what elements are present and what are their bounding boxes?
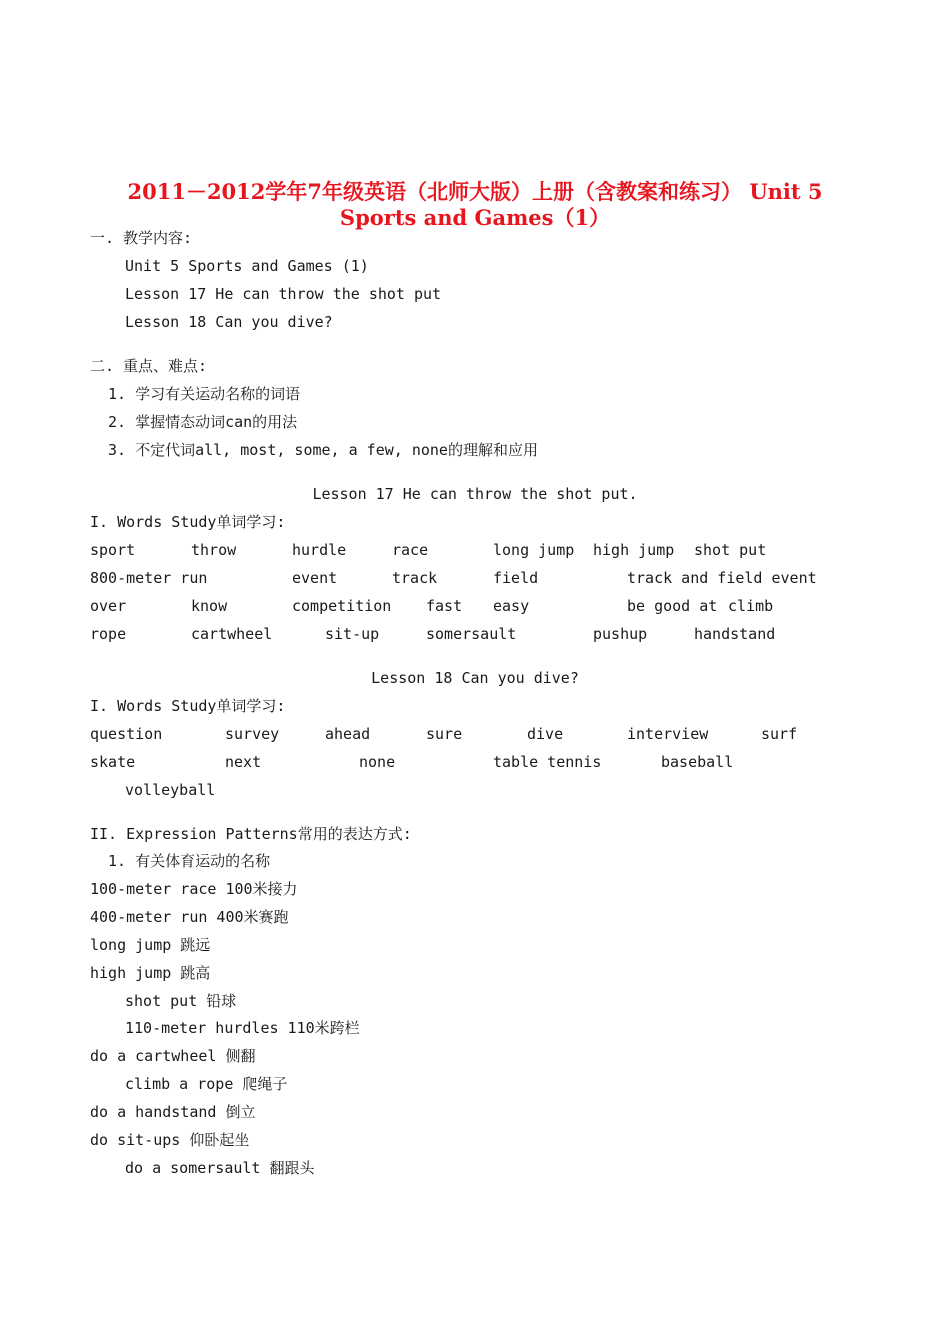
word-cell: hurdle <box>292 541 347 559</box>
expression-line: do a cartwheel 侧翻 <box>90 1047 256 1065</box>
word-cell: sport <box>90 541 136 559</box>
word-cell: next <box>225 753 262 771</box>
expression-line: long jump 跳远 <box>90 936 211 954</box>
word-cell: shot put <box>694 541 767 559</box>
lesson18-title: Lesson 18 Can you dive? <box>371 669 579 687</box>
expressions-heading: II. Expression Patterns常用的表达方式: <box>90 825 412 843</box>
word-cell: high jump <box>593 541 675 559</box>
word-cell: cartwheel <box>191 625 273 643</box>
word-cell: climb <box>728 597 774 615</box>
word-cell: track <box>392 569 438 587</box>
word-cell: 800-meter run <box>90 569 208 587</box>
expression-line: high jump 跳高 <box>90 964 211 982</box>
expression-line: do a somersault 翻跟头 <box>125 1159 315 1177</box>
section2-heading: 二. 重点、难点: <box>90 357 208 375</box>
word-cell: race <box>392 541 429 559</box>
word-cell: surf <box>761 725 798 743</box>
section2-item: 3. 不定代词all, most, some, a few, none的理解和应用 <box>108 441 538 459</box>
word-cell: volleyball <box>125 781 216 799</box>
word-cell: rope <box>90 625 127 643</box>
doc-title-line2: Sports and Games（1） <box>339 205 611 230</box>
word-cell: handstand <box>694 625 776 643</box>
word-cell: track and field event <box>627 569 817 587</box>
word-cell: throw <box>191 541 237 559</box>
word-cell: somersault <box>426 625 517 643</box>
word-cell: field <box>493 569 539 587</box>
section1-line: Unit 5 Sports and Games (1) <box>125 257 369 275</box>
expression-line: climb a rope 爬绳子 <box>125 1075 288 1093</box>
word-cell: fast <box>426 597 463 615</box>
word-cell: be good at <box>627 597 718 615</box>
expressions-subheading: 1. 有关体育运动的名称 <box>108 852 271 870</box>
word-cell: sit-up <box>325 625 380 643</box>
word-cell: baseball <box>661 753 734 771</box>
word-cell: table tennis <box>493 753 602 771</box>
section1-line: Lesson 17 He can throw the shot put <box>125 285 442 303</box>
word-cell: skate <box>90 753 136 771</box>
doc-title-line1: 2011－2012学年7年级英语（北师大版）上册（含教案和练习） Unit 5 <box>127 179 823 204</box>
section1-line: Lesson 18 Can you dive? <box>125 313 333 331</box>
expression-line: 100-meter race 100米接力 <box>90 880 298 898</box>
word-cell: interview <box>627 725 709 743</box>
word-cell: pushup <box>593 625 648 643</box>
lesson17-title: Lesson 17 He can throw the shot put. <box>312 485 638 503</box>
section2-item: 2. 掌握情态动词can的用法 <box>108 413 298 431</box>
expression-line: do sit-ups 仰卧起坐 <box>90 1131 250 1149</box>
expression-line: shot put 铅球 <box>125 992 237 1010</box>
lesson17-words-heading: I. Words Study单词学习: <box>90 513 286 531</box>
expression-line: 400-meter run 400米赛跑 <box>90 908 289 926</box>
word-cell: survey <box>225 725 280 743</box>
word-cell: ahead <box>325 725 371 743</box>
word-cell: competition <box>292 597 392 615</box>
word-cell: know <box>191 597 228 615</box>
section1-heading: 一. 教学内容: <box>90 229 193 247</box>
word-cell: sure <box>426 725 463 743</box>
word-cell: long jump <box>493 541 575 559</box>
section2-item: 1. 学习有关运动名称的词语 <box>108 385 301 403</box>
word-cell: event <box>292 569 338 587</box>
word-cell: dive <box>527 725 564 743</box>
word-cell: none <box>359 753 396 771</box>
word-cell: easy <box>493 597 530 615</box>
expression-line: 110-meter hurdles 110米跨栏 <box>125 1019 360 1037</box>
word-cell: over <box>90 597 127 615</box>
word-cell: question <box>90 725 163 743</box>
lesson18-words-heading: I. Words Study单词学习: <box>90 697 286 715</box>
expression-line: do a handstand 倒立 <box>90 1103 256 1121</box>
